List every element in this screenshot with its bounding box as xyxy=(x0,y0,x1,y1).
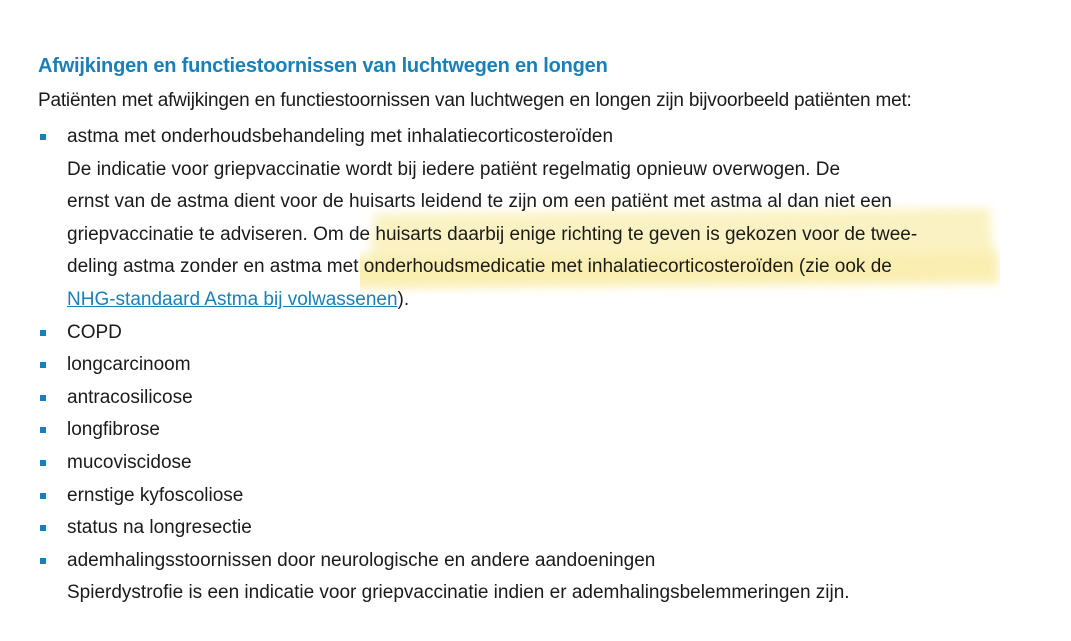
list-item-label: longcarcinoom xyxy=(67,354,191,376)
list-item xyxy=(38,317,917,350)
square-bullet-icon xyxy=(40,525,46,531)
list-item xyxy=(38,480,917,513)
list-item-label: ernstige kyfoscoliose xyxy=(67,484,244,506)
square-bullet-icon xyxy=(40,395,46,401)
list-item-label: ademhalingsstoornissen door neurologische en andere aandoeningen xyxy=(67,549,656,571)
square-bullet-icon xyxy=(40,134,46,140)
intro-text: Patiënten met afwijkingen en functiestoornissen van luchtwegen en longen zijn bijvoorbeeld patiënten met: xyxy=(38,90,912,111)
square-bullet-icon xyxy=(40,362,46,368)
nhg-standard-link[interactable]: NHG-standaard Astma bij volwassenen xyxy=(67,288,398,310)
list-item xyxy=(38,349,917,382)
square-bullet-icon xyxy=(40,460,46,466)
section-heading: Afwijkingen en functiestoornissen van luchtwegen en longen xyxy=(38,55,608,77)
square-bullet-icon xyxy=(40,330,46,336)
list-item-label: longfibrose xyxy=(67,419,160,441)
list-item xyxy=(38,414,917,447)
link-suffix: ). xyxy=(397,288,410,310)
list-item xyxy=(38,382,917,415)
asthma-text-line: deling astma zonder en astma met onderhoudsmedicatie met inhalatiecorticosteroïden (zie ook de xyxy=(67,256,892,278)
asthma-text-line: ernst van de astma dient voor de huisarts leidend te zijn om een patiënt met astma al dan niet een xyxy=(67,191,892,213)
condition-list xyxy=(38,121,917,610)
asthma-text-line xyxy=(67,284,917,317)
asthma-text-line: griepvaccinatie te adviseren. Om de huisarts daarbij enige richting te geven is gekozen voor de twee- xyxy=(67,223,918,245)
list-item-neuro xyxy=(38,545,917,610)
square-bullet-icon xyxy=(40,427,46,433)
list-item xyxy=(38,447,917,480)
list-item-label: COPD xyxy=(67,321,122,343)
neuro-note: Spierdystrofie is een indicatie voor griepvaccinatie indien er ademhalingsbelemmeringen zijn. xyxy=(67,582,850,604)
list-item-asthma xyxy=(38,121,917,317)
list-item-label: mucoviscidose xyxy=(67,451,192,473)
list-item xyxy=(38,512,917,545)
asthma-text-line: De indicatie voor griepvaccinatie wordt bij iedere patiënt regelmatig opnieuw overwogen. De xyxy=(67,158,841,180)
list-item-label: astma met onderhoudsbehandeling met inhalatiecorticosteroïden xyxy=(67,126,614,147)
list-item-label: antracosilicose xyxy=(67,386,193,408)
square-bullet-icon xyxy=(40,558,46,564)
square-bullet-icon xyxy=(40,493,46,499)
list-item-label: status na longresectie xyxy=(67,517,252,539)
